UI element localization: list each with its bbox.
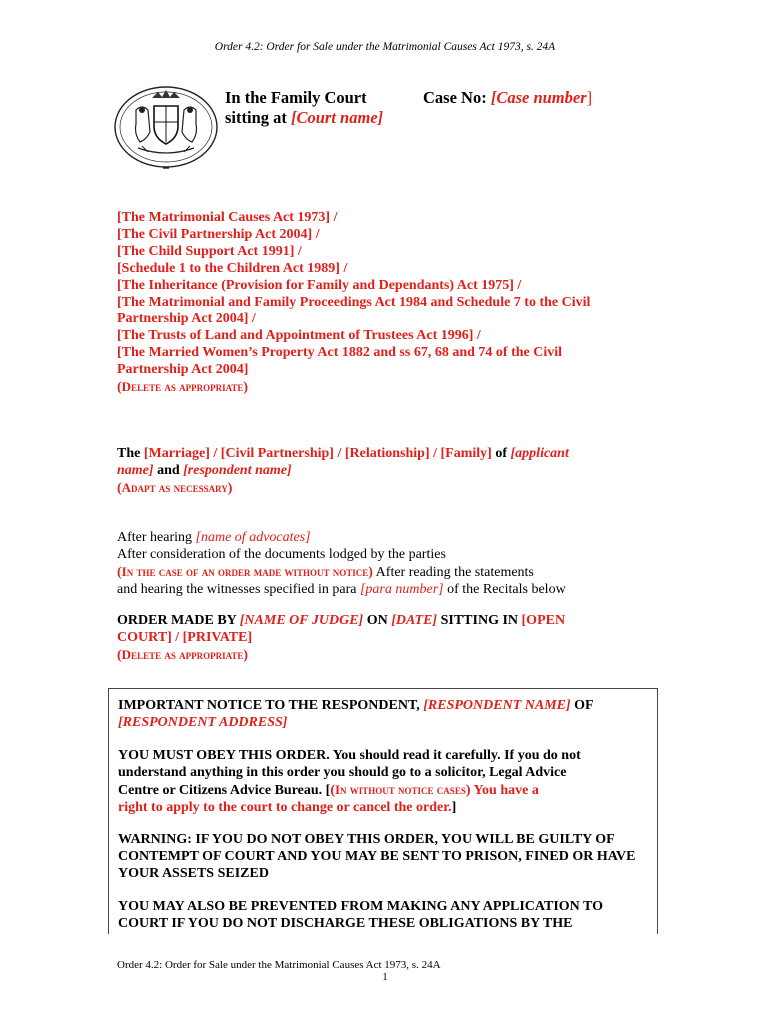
statute-line: [The Married Women’s Property Act 1882 and ss 67, 68 and 74 of the Civil — [117, 345, 563, 361]
court-name-placeholder: [Court name] — [291, 108, 384, 127]
statute-line: [The Child Support Act 1991] / — [117, 243, 302, 259]
notice-prevention-paragraph: YOU MAY ALSO BE PREVENTED FROM MAKING ANY APPLICATION TO COURT IF YOU DO NOT DISCHARGE THESE OBLIGATIONS BY THE — [118, 899, 603, 932]
applicant-name-placeholder: [applicant — [510, 446, 569, 461]
parties-line-2: name] and [respondent name] — [117, 462, 292, 478]
order-made-section — [117, 613, 677, 665]
case-number-placeholder: [Case number — [490, 88, 587, 107]
important-notice-box — [108, 688, 658, 934]
statute-line: [Schedule 1 to the Children Act 1989] / — [117, 260, 348, 276]
statute-line: Partnership Act 2004] — [117, 362, 249, 378]
respondent-name-placeholder: [RESPONDENT NAME] — [423, 698, 571, 713]
notice-warning-paragraph: WARNING: IF YOU DO NOT OBEY THIS ORDER, YOU WILL BE GUILTY OF CONTEMPT OF COURT AND YOU MAY BE SENT TO PRISON, FINED OR HAVE YOUR ASSETS SEIZED — [118, 832, 636, 882]
para-number-placeholder: [para number] — [359, 581, 444, 597]
statute-line: [The Inheritance (Provision for Family and Dependants) Act 1975] / — [117, 277, 522, 293]
case-number-label: Case No: — [423, 88, 491, 107]
order-made-note: (Delete as appropriate) — [117, 646, 249, 663]
notice-heading: IMPORTANT NOTICE TO THE RESPONDENT, [RESPONDENT NAME] OF [RESPONDENT ADDRESS] — [118, 698, 594, 730]
parties-line-1: The [Marriage] / [Civil Partnership] / [Relationship] / [Family] of [applicant — [117, 446, 569, 461]
parties-note: (Adapt as necessary) — [117, 479, 233, 496]
court-heading — [225, 88, 383, 128]
statute-note-text: Delete as appropriate — [121, 379, 244, 395]
relationship-options: [Marriage] / [Civil Partnership] / [Relationship] / [Family] — [143, 446, 492, 461]
running-header: Order 4.2: Order for Sale under the Matrimonial Causes Act 1973, s. 24A — [214, 41, 556, 53]
royal-coat-of-arms-emblem — [112, 84, 220, 170]
court-type-options: [OPEN — [521, 613, 566, 628]
statute-list — [117, 210, 677, 397]
order-made-line-1: ORDER MADE BY [NAME OF JUDGE] ON [DATE] SITTING IN [OPEN — [117, 613, 566, 628]
without-notice-cases-note: In without notice cases — [334, 781, 466, 797]
order-made-line-2: COURT] / [PRIVATE] — [117, 629, 253, 645]
case-number-heading — [423, 88, 592, 108]
notice-obey-paragraph: YOU MUST OBEY THIS ORDER. You should read it carefully. If you do not understand anything in this order you should go to a solicitor, Legal Advice Centre or Citizens Advice Bureau. [(In without notice cases) You have a right to apply to the court to change or cancel the order.] — [118, 747, 581, 815]
date-placeholder: [DATE] — [391, 613, 438, 628]
without-notice-note: In the case of an order made without notice — [121, 563, 369, 579]
footer-title: Order 4.2: Order for Sale under the Matrimonial Causes Act 1973, s. 24A — [117, 959, 441, 971]
parties-section — [117, 446, 677, 498]
statute-line: [The Trusts of Land and Appointment of Trustees Act 1996] / — [117, 328, 481, 344]
hearing-line-1: After hearing [name of advocates] — [117, 530, 311, 545]
hearing-line-2: After consideration of the documents lodged by the parties — [117, 546, 446, 562]
hearing-section — [117, 530, 677, 599]
advocates-placeholder: [name of advocates] — [195, 530, 311, 545]
statute-line: [The Civil Partnership Act 2004] / — [117, 226, 320, 242]
statute-line: Partnership Act 2004] / — [117, 311, 256, 327]
case-number-bracket: ] — [586, 88, 593, 107]
statute-line: [The Matrimonial and Family Proceedings Act 1984 and Schedule 7 to the Civil — [117, 294, 591, 310]
statute-note: (Delete as appropriate) — [117, 379, 249, 396]
sitting-at-label: sitting at — [225, 108, 291, 127]
respondent-address-placeholder: [RESPONDENT ADDRESS] — [118, 714, 288, 730]
hearing-line-4: and hearing the witnesses specified in para [para number] of the Recitals below — [117, 581, 566, 597]
respondent-name-placeholder: [respondent name] — [183, 462, 292, 478]
judge-name-placeholder: [NAME OF JUDGE] — [239, 613, 364, 628]
applicant-name-placeholder-cont: name] — [117, 462, 154, 478]
statute-line: [The Matrimonial Causes Act 1973] / — [117, 210, 338, 225]
page-number: 1 — [382, 971, 388, 983]
court-line-2 — [225, 108, 383, 128]
hearing-line-3: (In the case of an order made without notice) After reading the statements — [117, 563, 534, 580]
court-line-1: In the Family Court — [225, 88, 367, 107]
